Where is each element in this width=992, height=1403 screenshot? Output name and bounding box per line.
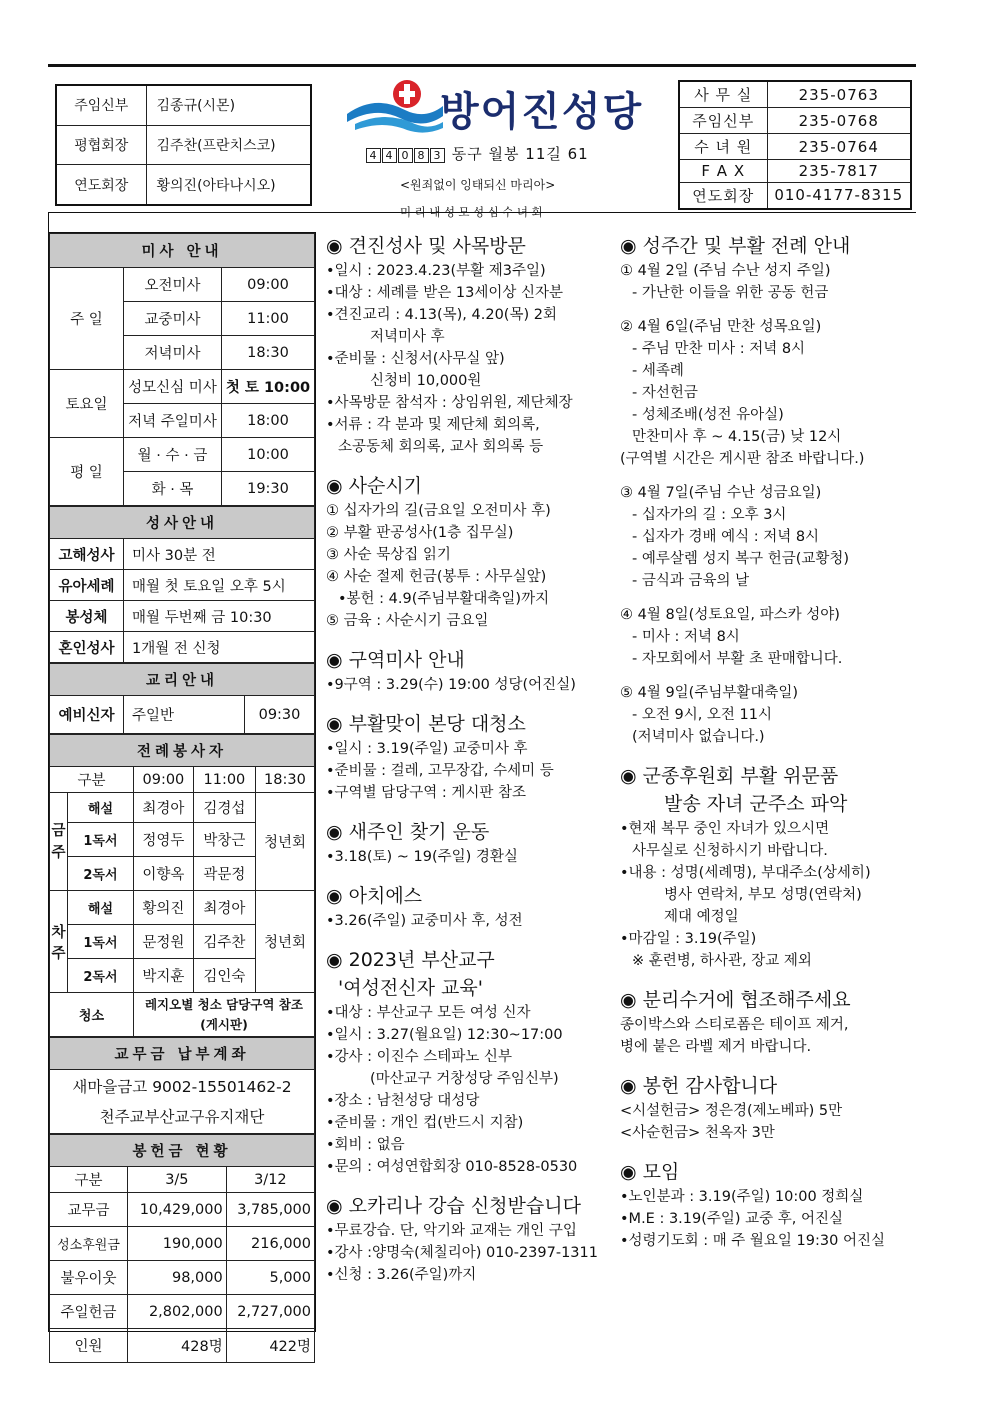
mass-time: 18:30	[222, 336, 315, 370]
server-name: 황의진	[133, 891, 193, 925]
server-name: 곽문정	[193, 857, 255, 891]
contact-label: 주임신부	[679, 108, 767, 134]
notice-line: - 금식과 금육의 날	[632, 573, 750, 589]
notice-line: ④ 4월 8일(성토요일, 파스카 성야)	[620, 607, 840, 623]
offering-label: 주일헌금	[50, 1295, 128, 1329]
offering-value: 5,000	[226, 1261, 314, 1295]
wave-cross-icon	[345, 76, 445, 136]
account-table	[49, 1037, 315, 1134]
notice-title: ◉ 견진성사 및 사목방문	[326, 235, 526, 257]
offering-value: 2,727,000	[226, 1295, 314, 1329]
notice-line: •준비물 : 개인 컵(반드시 지참)	[326, 1115, 524, 1131]
notice-title: '여성전신자 교육'	[338, 977, 483, 999]
account-line: 새마을금고 9002-15501462-2	[72, 1077, 292, 1096]
server-role: 2독서	[68, 959, 134, 993]
offering-value: 428명	[128, 1329, 227, 1363]
notice-line: •성령기도회 : 매 주 월요일 19:30 어진실	[620, 1233, 885, 1249]
staff-table	[55, 84, 312, 206]
notice-line: - 예루살렘 성지 복구 헌금(교황청)	[632, 551, 850, 567]
contact-value: 010-4177-8315	[767, 182, 911, 209]
notice-women-education	[326, 946, 614, 1178]
server-name: 김경섭	[193, 793, 255, 823]
account-header: 교무금 납부계좌	[50, 1038, 315, 1070]
saturday-label: 토요일	[50, 370, 124, 438]
contact-value: 235-0763	[767, 81, 911, 108]
mass-name: 월 · 수 · 금	[124, 438, 222, 472]
notice-line: ① 십자가의 길(금요일 오전미사 후)	[326, 503, 551, 519]
sunday-label: 주 일	[50, 268, 124, 370]
server-name: 김주찬	[193, 925, 255, 959]
offering-value: 216,000	[226, 1227, 314, 1261]
notice-line: - 주님 만찬 미사 : 저녁 8시	[632, 341, 806, 357]
mass-time: 11:00	[222, 302, 315, 336]
contact-label: 사 무 실	[679, 81, 767, 108]
notice-line: •회비 : 없음	[326, 1137, 405, 1153]
right-column	[620, 232, 912, 1252]
offering-label: 교무금	[50, 1193, 128, 1227]
cleaning-label: 청소	[50, 993, 134, 1037]
doctrine-header: 교리안내	[50, 664, 315, 696]
servers-col: 09:00	[133, 767, 193, 793]
doctrine-desc: 주일반	[124, 696, 245, 734]
notice-title: ◉ 성주간 및 부활 전례 안내	[620, 235, 851, 257]
staff-role: 연도회장	[56, 165, 146, 205]
notice-line: •내용 : 성명(세례명), 부대주소(상세히)	[620, 865, 871, 881]
notice-line: ① 4월 2일 (주님 수난 성지 주일)	[620, 263, 831, 279]
zip-digit: 3	[430, 148, 445, 163]
notice-title: ◉ 분리수거에 협조해주세요	[620, 989, 851, 1011]
notice-line: ③ 사순 묵상집 읽기	[326, 547, 451, 563]
notice-line: - 자모회에서 부활 초 판매합니다.	[632, 651, 843, 667]
notice-new-owner	[326, 818, 614, 868]
server-name: 이향옥	[133, 857, 193, 891]
offering-table	[49, 1134, 315, 1363]
notice-title: ◉ 군종후원회 부활 위문품	[620, 765, 839, 787]
contact-table	[678, 80, 912, 210]
staff-name: 김종규(시몬)	[146, 85, 311, 125]
notice-title: ◉ 오카리나 강습 신청받습니다	[326, 1195, 581, 1217]
offering-label: 인원	[50, 1329, 128, 1363]
account-line: 천주교부산교구유지재단	[99, 1107, 265, 1126]
mass-time: 09:00	[222, 268, 315, 302]
notice-line: •3.18(토) ~ 19(주일) 경환실	[326, 849, 518, 865]
offering-value: 422명	[226, 1329, 314, 1363]
server-name: 정영두	[133, 823, 193, 857]
mass-table	[49, 233, 315, 506]
server-name: 박창근	[193, 823, 255, 857]
notice-line: ④ 사순 절제 헌금(봉투 : 사무실앞)	[326, 569, 547, 585]
servers-col: 11:00	[193, 767, 255, 793]
notice-line: - 십자가의 길 : 오후 3시	[632, 507, 787, 523]
notice-title: ◉ 구역미사 안내	[326, 649, 465, 671]
offering-value: 3,785,000	[226, 1193, 314, 1227]
notice-title: ◉ 봉헌 감사합니다	[620, 1075, 778, 1097]
server-name: 김인숙	[193, 959, 255, 993]
notice-title: ◉ 부활맞이 본당 대청소	[326, 713, 526, 735]
mass-name: 화 · 목	[124, 472, 222, 506]
server-role: 해설	[68, 793, 134, 823]
notice-meetings	[620, 1158, 912, 1252]
top-rule	[48, 64, 916, 67]
staff-name: 김주찬(프란치스코)	[146, 125, 311, 164]
server-role: 1독서	[68, 823, 134, 857]
zip-digit: 4	[366, 148, 381, 163]
mass-time: 10:00	[222, 438, 315, 472]
address	[366, 143, 589, 164]
contact-value: 235-7817	[767, 160, 911, 183]
servers-table	[49, 734, 315, 1037]
server-role: 해설	[68, 891, 134, 925]
notice-line: 병사 연락처, 부모 성명(연락처)	[664, 887, 862, 903]
contact-label: 수 녀 원	[679, 134, 767, 160]
zip-digit: 0	[398, 148, 413, 163]
sacrament-table	[49, 506, 315, 663]
notice-line: - 미사 : 저녁 8시	[632, 629, 740, 645]
notice-recycling	[620, 986, 912, 1058]
notice-line: •장소 : 남천성당 대성당	[326, 1093, 480, 1109]
notice-district-mass	[326, 646, 614, 696]
mass-name: 성모신심 미사	[124, 370, 222, 404]
notice-line: •대상 : 부산교구 모든 여성 신자	[326, 1005, 531, 1021]
doctrine-name: 예비신자	[50, 696, 124, 734]
notice-line: •준비물 : 신청서(사무실 앞)	[326, 351, 505, 367]
servers-header: 전례봉사자	[50, 735, 315, 767]
cleaning-line: (게시판)	[200, 1016, 248, 1032]
notice-line: - 가난한 이들을 위한 공동 헌금	[632, 285, 829, 301]
offering-col: 3/12	[226, 1167, 314, 1193]
notice-line: ② 부활 판공성사(1층 집무실)	[326, 525, 514, 541]
notice-acies	[326, 882, 614, 932]
server-name: 박지훈	[133, 959, 193, 993]
contact-value: 235-0768	[767, 108, 911, 134]
middle-column	[326, 232, 614, 1286]
notice-line: ② 4월 6일(주님 만찬 성목요일)	[620, 319, 822, 335]
notice-line: •신청 : 3.26(주일)까지	[326, 1267, 477, 1283]
notice-line: - 오전 9시, 오전 11시	[632, 707, 772, 723]
server-name: 문정원	[133, 925, 193, 959]
notice-line: •강사 :양명숙(체칠리아) 010-2397-1311	[326, 1245, 598, 1261]
sacrament-desc: 미사 30분 전	[124, 539, 315, 570]
notice-thanks	[620, 1072, 912, 1144]
notice-line: 병에 붙은 라벨 제거 바랍니다.	[620, 1039, 812, 1055]
weekday-label: 평 일	[50, 438, 124, 506]
staff-role: 평협회장	[56, 125, 146, 164]
servers-col: 구분	[50, 767, 134, 793]
notice-line: •9구역 : 3.29(수) 19:00 성당(어진실)	[326, 677, 576, 693]
zip-digit: 8	[414, 148, 429, 163]
notice-line: •사목방문 참석자 : 상임위원, 제단체장	[326, 395, 573, 411]
server-group: 청년회	[255, 891, 314, 993]
notice-line: •문의 : 여성연합회장 010-8528-0530	[326, 1159, 578, 1175]
notice-line: •준비물 : 걸레, 고무장갑, 수세미 등	[326, 763, 554, 779]
sacrament-name: 봉성체	[50, 601, 124, 632]
sacrament-name: 혼인성사	[50, 632, 124, 663]
notice-title: ◉ 2023년 부산교구	[326, 949, 495, 971]
notice-line: ⑤ 금육 : 사순시기 금요일	[326, 613, 489, 629]
mass-name: 교중미사	[124, 302, 222, 336]
notice-line: 종이박스와 스티로폼은 테이프 제거,	[620, 1017, 849, 1033]
mass-time: 19:30	[222, 472, 315, 506]
mass-time: 18:00	[222, 404, 315, 438]
notice-line: •견진교리 : 4.13(목), 4.20(목) 2회	[326, 307, 557, 323]
notice-line: •노인분과 : 3.19(주일) 10:00 정희실	[620, 1189, 864, 1205]
offering-value: 98,000	[128, 1261, 227, 1295]
notice-line: - 십자가 경배 예식 : 저녁 8시	[632, 529, 820, 545]
account-info	[50, 1070, 315, 1134]
notice-line: 저녁미사 후	[370, 329, 445, 345]
sister-order: 미리내성모성심수녀회	[400, 205, 547, 219]
sacrament-name: 유아세례	[50, 570, 124, 601]
notice-line: (구역별 시간은 게시판 참조 바랍니다.)	[620, 451, 865, 467]
notice-line: 소공동체 회의록, 교사 회의록 등	[338, 439, 544, 455]
notice-line: ⑤ 4월 9일(주님부활대축일)	[620, 685, 799, 701]
contact-label: F A X	[679, 160, 767, 183]
notice-lent	[326, 472, 614, 632]
sacrament-name: 고해성사	[50, 539, 124, 570]
notice-line: 만찬미사 후 ~ 4.15(금) 낮 12시	[632, 429, 842, 445]
sidebar	[48, 232, 316, 1355]
notice-line: - 자선헌금	[632, 385, 698, 401]
server-role: 1독서	[68, 925, 134, 959]
server-group: 청년회	[255, 793, 314, 891]
sacrament-desc: 매월 두번째 금 10:30	[124, 601, 315, 632]
offering-col: 구분	[50, 1167, 128, 1193]
notice-title: ◉ 새주인 찾기 운동	[326, 821, 490, 843]
notice-line: •일시 : 3.19(주일) 교중미사 후	[326, 741, 528, 757]
notice-line: •구역별 담당구역 : 게시판 참조	[326, 785, 526, 801]
church-name: 방어진성당	[440, 89, 644, 135]
offering-header: 봉헌금 현황	[50, 1135, 315, 1167]
offering-value: 190,000	[128, 1227, 227, 1261]
this-week-label: 금주	[50, 793, 68, 891]
notice-line: 신청비 10,000원	[370, 373, 482, 389]
sacrament-desc: 매월 첫 토요일 오후 5시	[124, 570, 315, 601]
offering-label: 불우이웃	[50, 1261, 128, 1295]
notice-line: - 세족례	[632, 363, 684, 379]
notice-confirmation	[326, 232, 614, 458]
mass-time: 첫 토 10:00	[222, 370, 315, 404]
notice-line: •봉헌 : 4.9(주님부활대축일)까지	[338, 591, 550, 607]
mass-name: 오전미사	[124, 268, 222, 302]
notice-line: 사무실로 신청하시기 바랍니다.	[632, 843, 828, 859]
notice-line: ※ 훈련병, 하사관, 장교 제외	[632, 953, 812, 969]
contact-value: 235-0764	[767, 134, 911, 160]
offering-value: 2,802,000	[128, 1295, 227, 1329]
doctrine-time: 09:30	[245, 696, 315, 734]
notice-line: 제대 예정일	[664, 909, 739, 925]
notice-line: •현재 복무 중인 자녀가 있으시면	[620, 821, 830, 837]
mass-name: 저녁 주일미사	[124, 404, 222, 438]
cleaning-line: 레지오별 청소 담당구역 참조	[144, 996, 303, 1012]
notice-line: •일시 : 3.27(월요일) 12:30~17:00	[326, 1027, 563, 1043]
cleaning-note	[133, 993, 314, 1037]
sacrament-desc: 1개월 전 신청	[124, 632, 315, 663]
notice-line: ③ 4월 7일(주님 수난 성금요일)	[620, 485, 822, 501]
offering-value: 10,429,000	[128, 1193, 227, 1227]
notice-line: •대상 : 세례를 받은 13세이상 신자분	[326, 285, 564, 301]
street-address: 동구 월봉 11길 61	[451, 145, 589, 163]
offering-label: 성소후원금	[50, 1227, 128, 1261]
notice-ocarina	[326, 1192, 614, 1286]
notice-line: - 성체조배(성전 유아실)	[632, 407, 784, 423]
mass-name: 저녁미사	[124, 336, 222, 370]
notice-line: <시설헌금> 정은경(제노베파) 5만	[620, 1103, 843, 1119]
staff-role: 주임신부	[56, 85, 146, 125]
doctrine-table	[49, 663, 315, 734]
notice-title: ◉ 모임	[620, 1161, 680, 1183]
notice-line: (저녁미사 없습니다.)	[632, 729, 765, 745]
notice-title: ◉ 사순시기	[326, 475, 423, 497]
sacrament-header: 성사안내	[50, 507, 315, 539]
server-name: 최경아	[133, 793, 193, 823]
notice-line: •무료강습. 단, 악기와 교재는 개인 구입	[326, 1223, 577, 1239]
notice-line: •마감일 : 3.19(주일)	[620, 931, 757, 947]
notice-line: •강사 : 이진수 스테파노 신부	[326, 1049, 512, 1065]
staff-name: 황의진(아타나시오)	[146, 165, 311, 205]
notice-line: (마산교구 거창성당 주임신부)	[370, 1071, 559, 1087]
notice-cleaning	[326, 710, 614, 804]
notice-line: <사순헌금> 천옥자 3만	[620, 1125, 775, 1141]
notice-military	[620, 762, 912, 972]
mass-header: 미사 안내	[50, 234, 315, 268]
notice-line: •일시 : 2023.4.23(부활 제3주일)	[326, 263, 546, 279]
servers-col: 18:30	[255, 767, 314, 793]
contact-label: 연도회장	[679, 182, 767, 209]
motto: <원죄없이 잉태되신 마리아>	[400, 178, 556, 192]
notice-holy-week	[620, 232, 912, 748]
offering-col: 3/5	[128, 1167, 227, 1193]
server-role: 2독서	[68, 857, 134, 891]
zip-digit: 4	[382, 148, 397, 163]
next-week-label: 차주	[50, 891, 68, 993]
notice-line: •M.E : 3.19(주일) 교중 후, 어진실	[620, 1211, 844, 1227]
notice-title: 발송 자녀 군주소 파악	[664, 793, 848, 815]
notice-title: ◉ 아치에스	[326, 885, 423, 907]
notice-line: •서류 : 각 분과 및 제단체 회의록,	[326, 417, 540, 433]
notice-line: •3.26(주일) 교중미사 후, 성전	[326, 913, 523, 929]
server-name: 최경아	[193, 891, 255, 925]
